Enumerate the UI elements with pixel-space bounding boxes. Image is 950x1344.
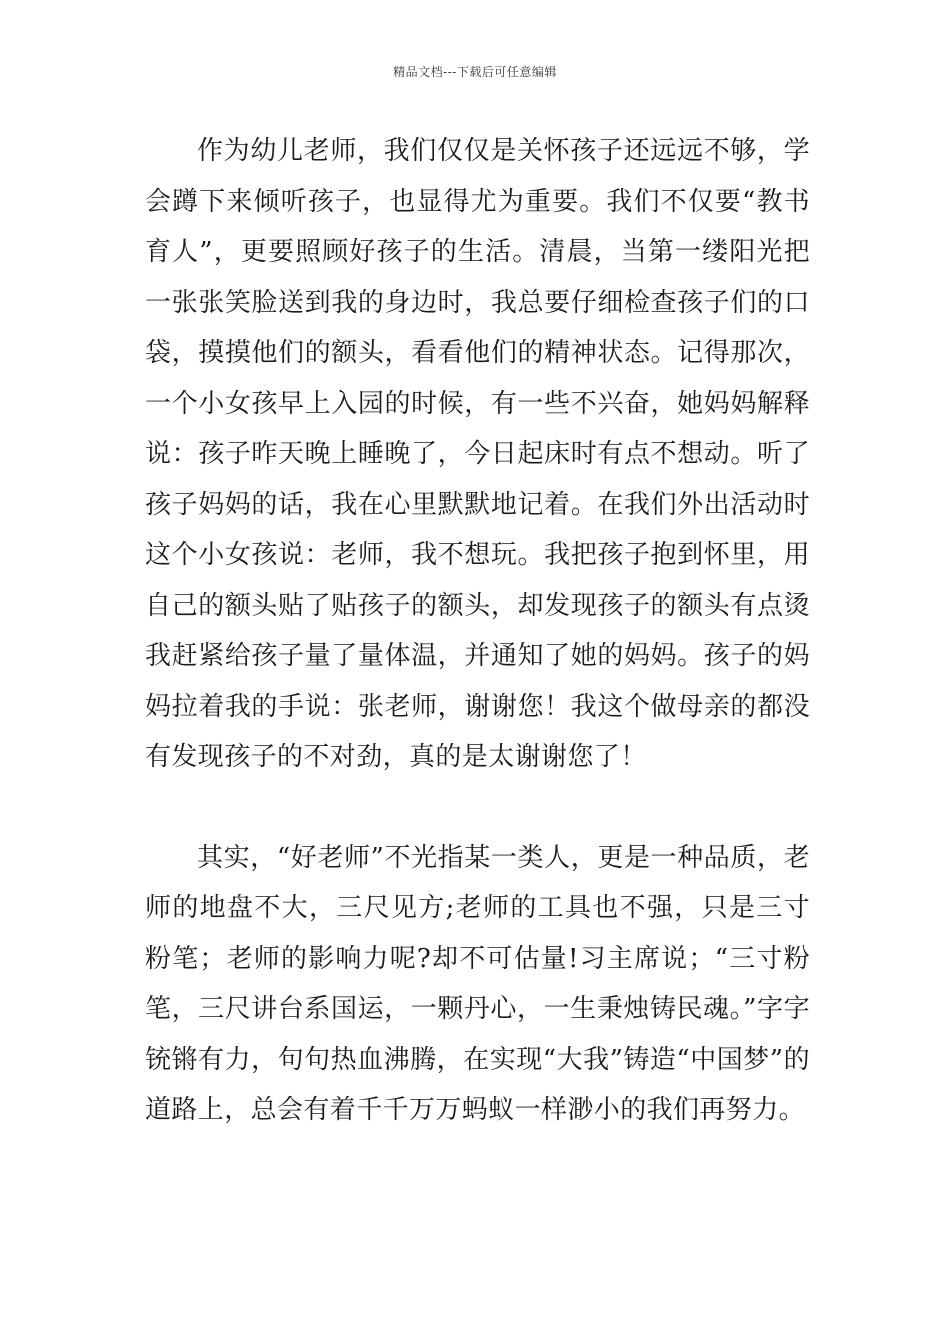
document-body — [145, 126, 810, 1136]
page-header: 精品文档---下载后可任意编辑 — [393, 65, 557, 79]
paragraph-2: 其实，“好老师”不光指某一类人，更是一种品质，老师的地盘不大，三尺见方;老师的工具也不强，只是三寸粉笔；老师的影响力呢?却不可估量!习主席说；“三寸粉笔，三尺讲台系国运，一颗丹心，一生秉烛铸民魂。”字字铳锵有力，句句热血沸腾，在实现“大我”铸造“中国梦”的道路上，总会有着千千万万蚂蚁一样渺小的我们再努力。 — [145, 842, 810, 1125]
paragraph-1: 作为幼儿老师，我们仅仅是关怀孩子还远远不够，学会蹲下来倾听孩子，也显得尤为重要。我们不仅要“教书育人”，更要照顾好孩子的生活。清晨，当第一缕阳光把一张张笑脸送到我的身边时，我总要仔细检查孩子们的口袋，摸摸他们的额头，看看他们的精神状态。记得那次，一个小女孩早上入园的时候，有一些不兴奋，她妈妈解释说：孩子昨天晚上睡晚了，今日起床时有点不想动。听了孩子妈妈的话，我在心里默默地记着。在我们外出活动时这个小女孩说：老师，我不想玩。我把孩子抱到怀里，用自己的额头贴了贴孩子的额头，却发现孩子的额头有点烫我赶紧给孩子量了量体温，并通知了她的妈妈。孩子的妈妈拉着我的手说：张老师，谢谢您！我这个做母亲的都没有发现孩子的不对劲，真的是太谢谢您了！ — [145, 136, 810, 772]
